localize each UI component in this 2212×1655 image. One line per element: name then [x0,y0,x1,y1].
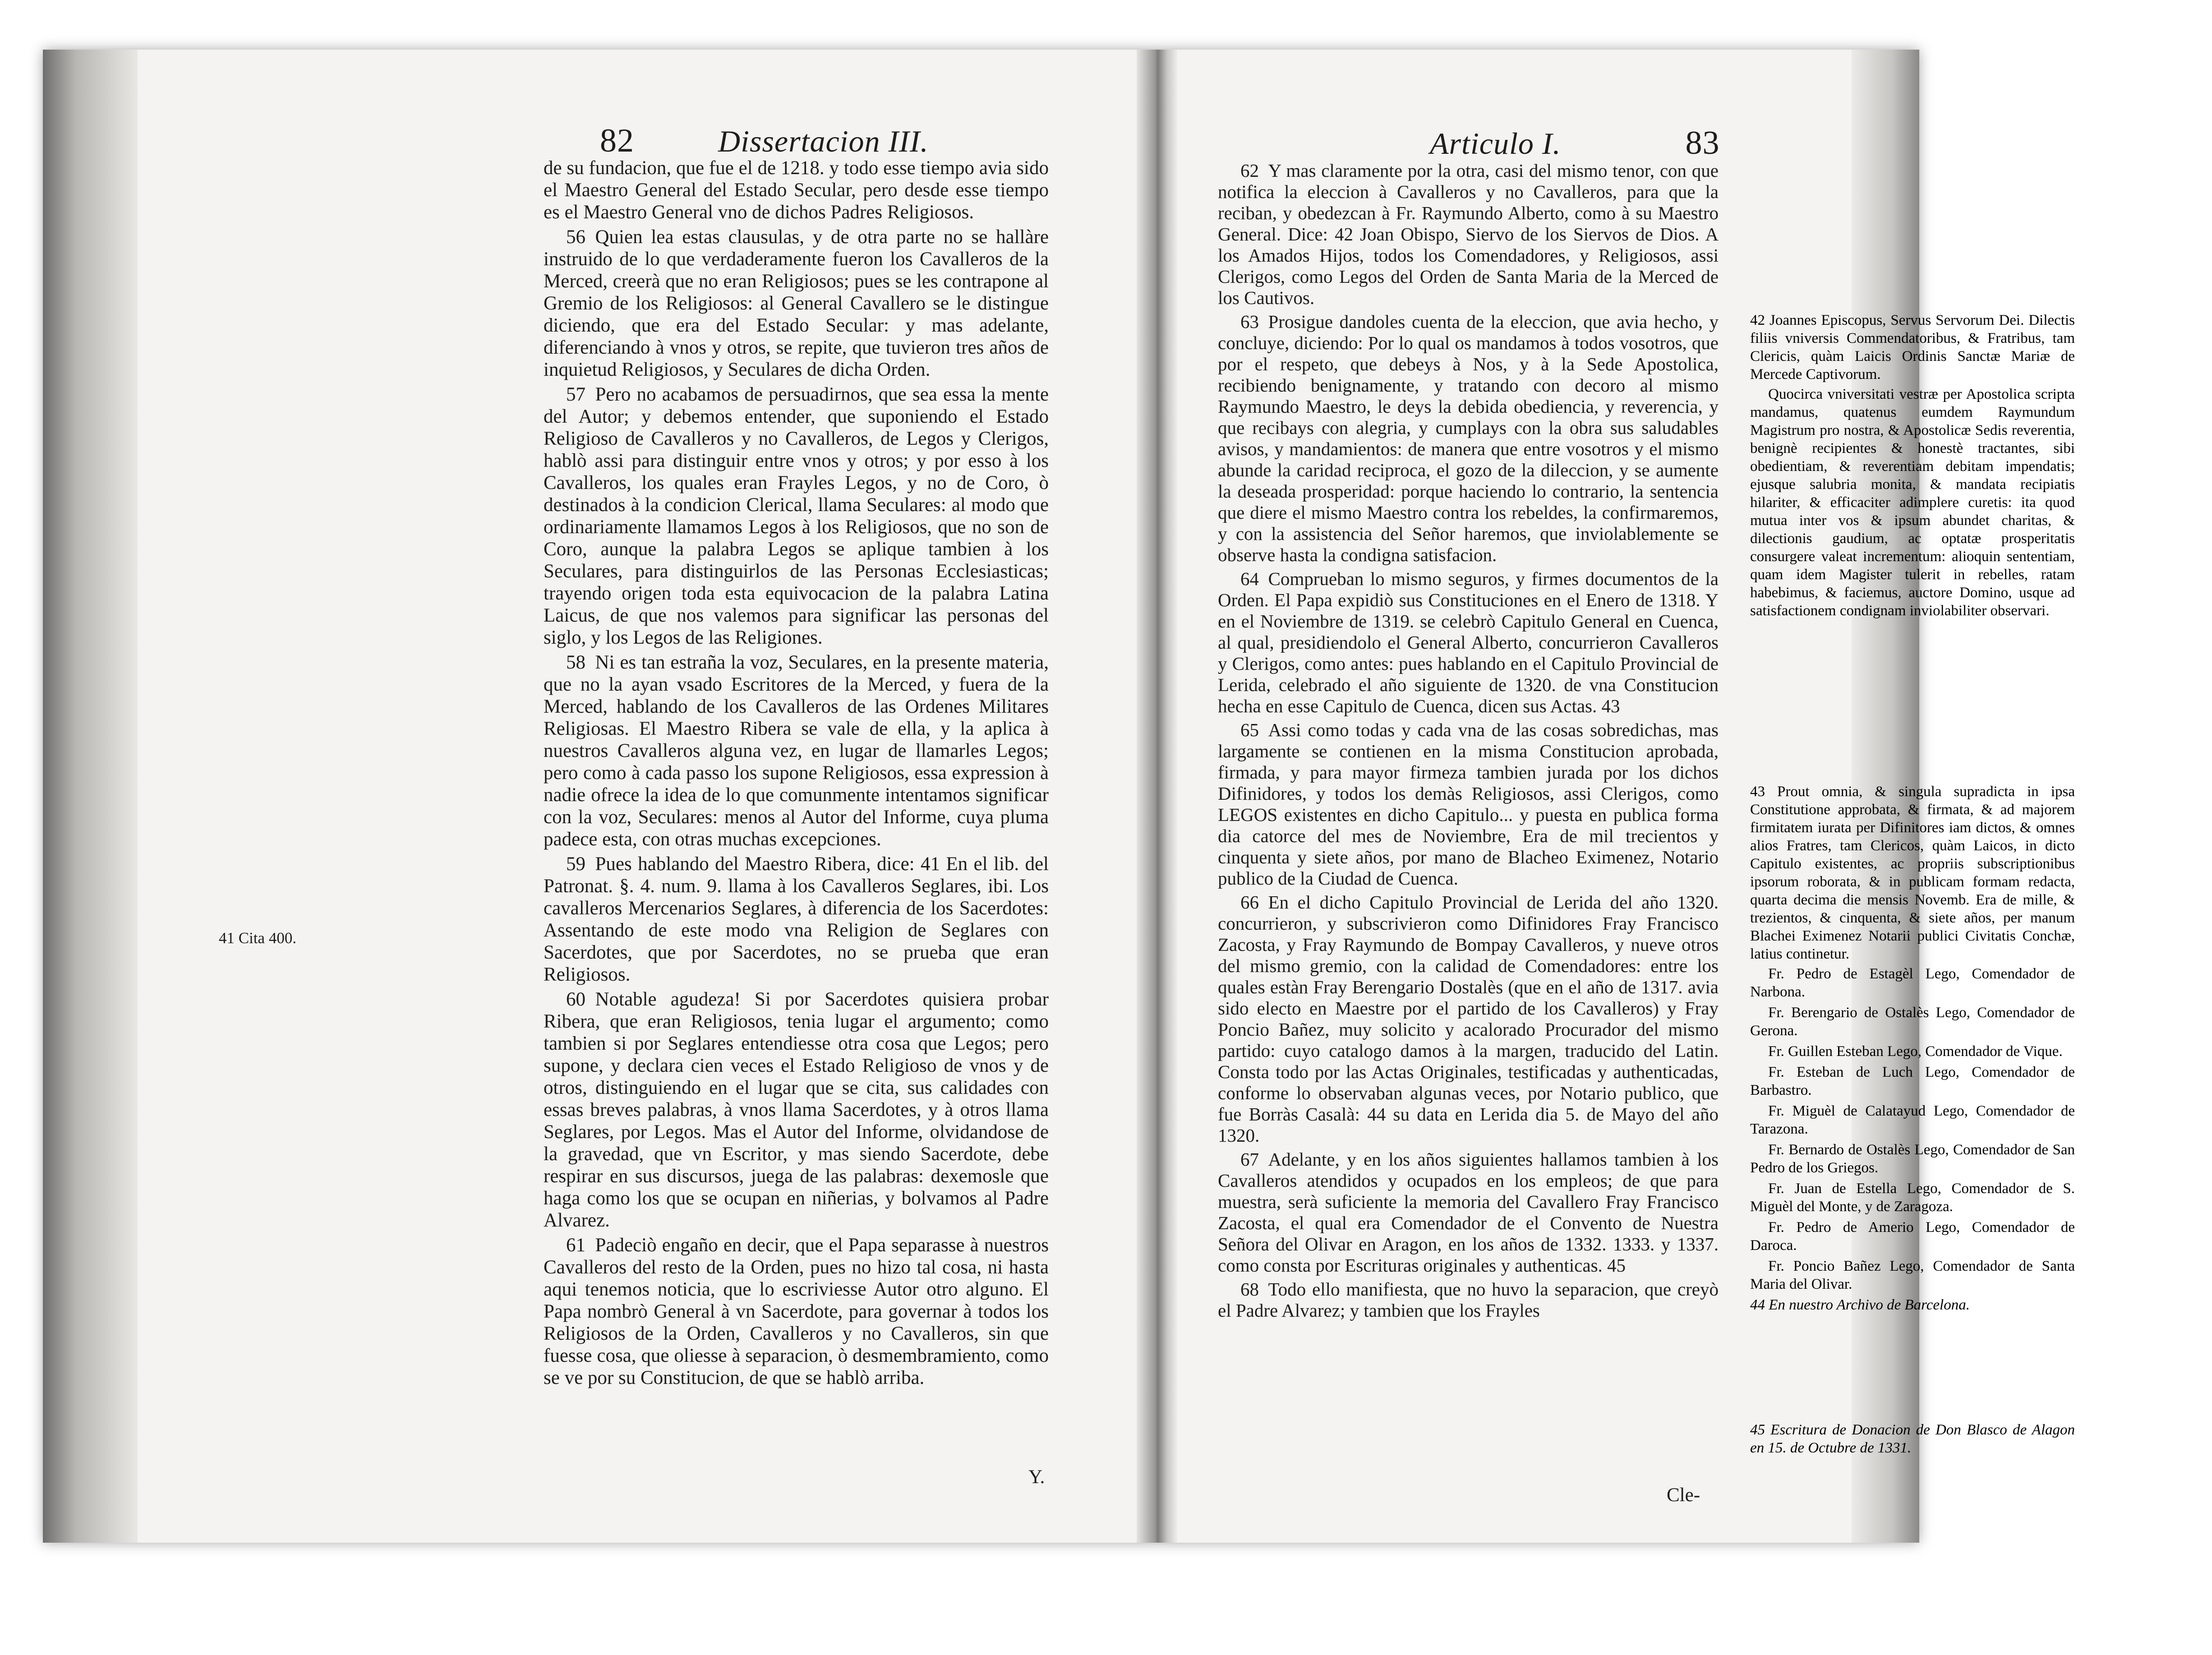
note-42-head: 42 Joannes Episcopus, Servus Servorum Dei. Dilectis filiis vniversis Commendatoribus, & Fratribus, tam Clericis, quàm Laicis Ordinis Sanctæ Mariæ de Mercede Captivorum. [1750,312,2075,383]
signer-entry: Fr. Bernardo de Ostalès Lego, Comendador de San Pedro de los Griegos. [1750,1142,2075,1176]
paragraph-58 [544,651,1049,850]
paragraph-number: 58 [566,652,585,673]
paragraph-number: 67 [1240,1149,1259,1170]
paragraph-66 [1218,892,1719,1146]
paragraph-text: Notable agudeza! Si por Sacerdotes quisiera probar Ribera, que eran Religiosos, tenia lugar el argumento; como tambien si por Seglares entendiesse otra cosa que Legos; pero supone, y declara cien veces el Estado Religioso de vnos y de otros, distinguiendo en el lugar que se cita, sus calidades con essas breves palabras, à vnos llama Sacerdotes, y à otros llama Seglares, por Legos. Mas el Autor del Informe, olvidandose de la gravedad, que vn Escritor, y mas siendo Sacerdote, debe respirar en sus discursos, juega de las palabras: dexemosle que haga como los que se ocupan en niñerias, y bolvamos al Padre Alvarez. [544,989,1049,1231]
paragraph-cont [544,157,1049,223]
paragraph-number: 56 [566,226,585,248]
paragraph-57 [544,383,1049,649]
paragraph-63 [1218,311,1719,566]
paragraph-68 [1218,1279,1719,1321]
margin-notes-bottom [1750,1421,2075,1459]
signer-entry: Fr. Poncio Bañez Lego, Comendador de Santa Maria del Olivar. [1750,1258,2075,1292]
paragraph-number: 61 [566,1235,585,1256]
signer-entry: Fr. Guillen Esteban Lego, Comendador de Vique. [1768,1043,2063,1060]
paragraph-text: Y mas claramente por la otra, casi del mismo tenor, con que notifica la eleccion à Cavalleros y no Cavalleros, para que la reciban, y obedezcan à Fr. Raymundo Alberto, como à su Maestro General. Dice: 42 Joan Obispo, Siervo de los Siervos de Dios. A los Amados Hijos, todos los Comendadores, y Religiosos, assi Clerigos, como Legos del Orden de Santa Maria de la Merced de los Cautivos. [1218,160,1719,308]
paragraph-text: En el dicho Capitulo Provincial de Lerida del año 1320. concurrieron, y subscrivieron como Difinidores Fray Francisco Zacosta, y Fray Raymundo de Bompay Cavalleros, y nueve otros del mismo gremio, con la calidad de Comendadores: entre los quales estàn Fray Berengario Dostalès (que en el año de 1317. avia sido electo en Maestre por el partido de los Cavalleros) y Fray Poncio Bañez, muy solicito y acalorado Procurador del mismo partido: cuyo catalogo damos à la margen, traducido del Latin. Consta todo por las Actas Originales, testificadas y authenticadas, conforme lo observaban algunas veces, por Notario publico, que fue Borràs Casalà: 44 su data en Lerida dia 5. de Mayo del año 1320. [1218,892,1719,1146]
book-gutter [1137,50,1177,1543]
margin-notes-middle [1750,783,2075,1316]
right-catchword: Cle- [1667,1484,1700,1506]
paragraph-64 [1218,568,1719,717]
paragraph-text: Prosigue dandoles cuenta de la eleccion, que avia hecho, y concluye, diciendo: Por lo qual os mandamos à todos vosotros, que por el respeto, que debeys à Nos, y à la Sede Apostolica, recibiendo benignamente, y tratando con decoro al mismo Raymundo Maestro, le deys la debida obediencia, y reverencia, y que recibays con alegria, y cumplays con la obra sus saludables avisos, y mandamientos: de manera que entre vosotros y el mismo abunde la caridad reciproca, el gozo de la dileccion, y se aumente la deseada prosperidad: porque haciendo lo contrario, la sentencia que diere el mismo Maestro contra los rebeldes, la confirmaremos, y con la assistencia del Señor haremos, que inviolablemente se observe hasta la condigna satisfacion. [1218,311,1719,565]
note-43: 43 Prout omnia, & singula supradicta in ipsa Constitutione approbata, & firmata, & ad majorem firmitatem iurata per Difinitores iam dictos, & omnes alios Fratres, tam Clericos, quàm Laicos, in dicto Capitulo existentes, ac propriis subscriptionibus ipsorum roborata, & in publicam formam redacta, quarta decima die mensis Novemb. Era de mille, & trezientos, & cinquenta, & siete años, per manum Blachei Eximenez Notarii publici Civitatis Conchæ, latius continetur. [1750,784,2075,962]
paragraph-text: Pues hablando del Maestro Ribera, dice: 41 En el lib. del Patronat. §. 4. num. 9. llama à los Cavalleros Seglares, ibi. Los cavalleros Mercenarios Seglares, à diferencia de los Sacerdotes: Assentando de este modo vna Religion de Seglares con Sacerdotes, que por Sacerdotes, no se prueba que eran Religiosos. [544,853,1049,985]
paragraph-62 [1218,160,1719,309]
paragraph-number: 64 [1240,568,1259,589]
paragraph-number: 57 [566,384,585,405]
paragraph-65 [1218,719,1719,889]
margin-notes-top [1750,311,2075,622]
paragraph-number: 59 [566,853,585,875]
signer-entry: Fr. Pedro de Estagèl Lego, Comendador de Narbona. [1750,966,2075,1000]
left-side-note: 41 Cita 400. [219,929,297,947]
paragraph-67 [1218,1149,1719,1276]
left-page [135,63,1137,1534]
left-page-header [600,122,928,160]
right-folio: 83 [1685,124,1720,161]
paragraph-text: Comprueban lo mismo seguros, y firmes documentos de la Orden. El Papa expidiò sus Constituciones en el Enero de 1318. Y en el Noviembre de 1319. se celebrò Capitulo General en Cuenca, al qual, presidiendolo el General Alberto, concurrieron Cavalleros y Clerigos, como antes: pues hablando en el Capitulo Provincial de Lerida, celebrado el año siguiente de 1320. de vna Constitucion hecha en esse Capitulo de Cuenca, dicen sus Actas. 43 [1218,568,1719,716]
signer-entry: Fr. Juan de Estella Lego, Comendador de S. Miguèl del Monte, y de Zaragoza. [1750,1180,2075,1215]
right-text-column [1218,160,1719,1324]
paragraph-text: de su fundacion, que fue el de 1218. y todo esse tiempo avia sido el Maestro General del Estado Secular, pero desde esse tiempo es el Maestro General vno de dichos Padres Religiosos. [544,157,1049,223]
paragraph-number: 60 [566,989,585,1010]
left-text-column [544,157,1049,1392]
left-folio: 82 [600,122,634,159]
note-44: 44 En nuestro Archivo de Barcelona. [1750,1297,1970,1313]
paragraph-number: 62 [1240,160,1259,181]
signer-entry: Fr. Esteban de Luch Lego, Comendador de Barbastro. [1750,1064,2075,1098]
signer-list [1750,965,2075,1293]
paragraph-number: 68 [1240,1279,1259,1300]
paragraph-number: 65 [1240,719,1259,740]
paragraph-text: Ni es tan estraña la voz, Seculares, en la presente materia, que no la ayan vsado Escritores de la Merced, y fuera de la Merced, hablando de los Cavalleros de las Ordenes Militares Religiosas. El Maestro Ribera se vale de ella, y la aplica à nuestros Cavalleros alguna vez, en lugar de llamarles Legos; pero como à cada passo los supone Religiosos, essa expression à nadie ofrece la idea de lo que comunmente intentamos significar con la voz, Seculares: menos al Autor del Informe, cuya pluma padece esta, con otras muchas excepciones. [544,652,1049,850]
right-page-header [1430,124,1720,162]
note-45: 45 Escritura de Donacion de Don Blasco de Alagon en 15. de Octubre de 1331. [1750,1422,2075,1456]
paragraph-number: 63 [1240,311,1259,332]
paragraph-61 [544,1234,1049,1389]
paragraph-text: Padeciò engaño en decir, que el Papa separasse à nuestros Cavalleros del resto de la Orden, pues no hizo tal cosa, ni hasta aqui tenemos noticia, que lo escriviesse Autor otro alguno. El Papa nombrò General à vn Sacerdote, para governar à todos los Religiosos de la Orden, Cavalleros y no Cavalleros, sin que fuesse cosa, que oliesse à separacion, ò desmembramiento, como se ve por su Constitucion, de que se hablò arriba. [544,1235,1049,1388]
signer-entry: Fr. Pedro de Amerio Lego, Comendador de Daroca. [1750,1219,2075,1254]
left-catchword: Y. [1028,1466,1045,1488]
paragraph-59 [544,853,1049,986]
book-edge-left [43,50,138,1543]
note-42-body: Quocirca vniversitati vestræ per Apostolica scripta mandamus, quatenus eumdem Raymundum Magistrum pro nostra, & Apostolicæ Sedis reverentia, benignè recipientes & honestè tractantes, sibi obedientiam, & reverentiam debitam impendatis; ejusque salubria monita, & mandata recipiatis hilariter, & efficaciter adimplere curetis: ita quod mutua inter vos & ipsum abundet charitas, & dilectionis gaudium, ac optatæ prosperitatis consurgere valeat incrementum: alioquin sententiam, quam idem Magister tulerit in rebelles, ratam habebimus, & faciemus, auctore Domino, usque ad satisfactionem condignam inviolabiliter observari. [1750,386,2075,619]
right-running-title: Articulo I. [1430,126,1561,161]
paragraph-text: Todo ello manifiesta, que no huvo la separacion, que creyò el Padre Alvarez; y tambien que los Frayles [1218,1279,1719,1321]
signer-entry: Fr. Miguèl de Calatayud Lego, Comendador de Tarazona. [1750,1103,2075,1137]
paragraph-text: Quien lea estas clausulas, y de otra parte no se hallàre instruido de lo que verdaderamente fueron los Cavalleros de la Merced, creerà que no eran Religiosos; pues se les contrapone al Gremio de los Religiosos: al General Cavallero se le distingue diciendo, que era del Estado Secular: y mas adelante, diferenciando à vnos y otros, se repite, que tuvieron tres años de inquietud Religiosos, y Seculares de dicha Orden. [544,226,1049,380]
left-running-title: Dissertacion III. [718,124,929,158]
paragraph-60 [544,988,1049,1231]
paragraph-text: Pero no acabamos de persuadirnos, que sea essa la mente del Autor; y debemos entender, que suponiendo el Estado Religioso de Cavalleros y no Cavalleros, de Legos y Clerigos, hablò assi para distinguir entre vnos y otros; y por esso à los Cavalleros, los quales eran Frayles Legos, y no de Coro, ò destinados à la condicion Clerical, llama Seculares: al modo que ordinariamente llamamos Legos à los Religiosos, que no son de Coro, aunque la palabra Legos se aplique tambien à los Seculares, para distinguirlos de las Personas Ecclesiasticas; trayendo origen toda esta equivocacion de la palabra Latina Laicus, de que nos valemos para significar las personas del siglo, y los Legos de las Religiones. [544,384,1049,648]
paragraph-56 [544,226,1049,381]
paragraph-number: 66 [1240,892,1259,913]
paragraph-text: Adelante, y en los años siguientes hallamos tambien à los Cavalleros atendidos y ocupados en los empleos; de que para muestra, serà suficiente la memoria del Cavallero Fray Francisco Zacosta, el qual era Comendador de el Convento de Nuestra Señora del Olivar en Aragon, en los años de 1332. 1333. y 1337. como consta por Escrituras originales y authenticas. 45 [1218,1149,1719,1276]
paragraph-text: Assi como todas y cada vna de las cosas sobredichas, mas largamente se contienen en la misma Constitucion aprobada, firmada, y para mayor firmeza tambien jurada por los dichos Difinidores, y todos los demàs Religiosos, assi Clerigos, como LEGOS existentes en dicho Capitulo... y puesta en publica forma dia catorce del mes de Noviembre, Era de mil trecientos y cinquenta y siete años, por mano de Blacheo Eximenez, Notario publico de la Ciudad de Cuenca. [1218,719,1719,889]
signer-entry: Fr. Berengario de Ostalès Lego, Comendador de Gerona. [1750,1005,2075,1039]
